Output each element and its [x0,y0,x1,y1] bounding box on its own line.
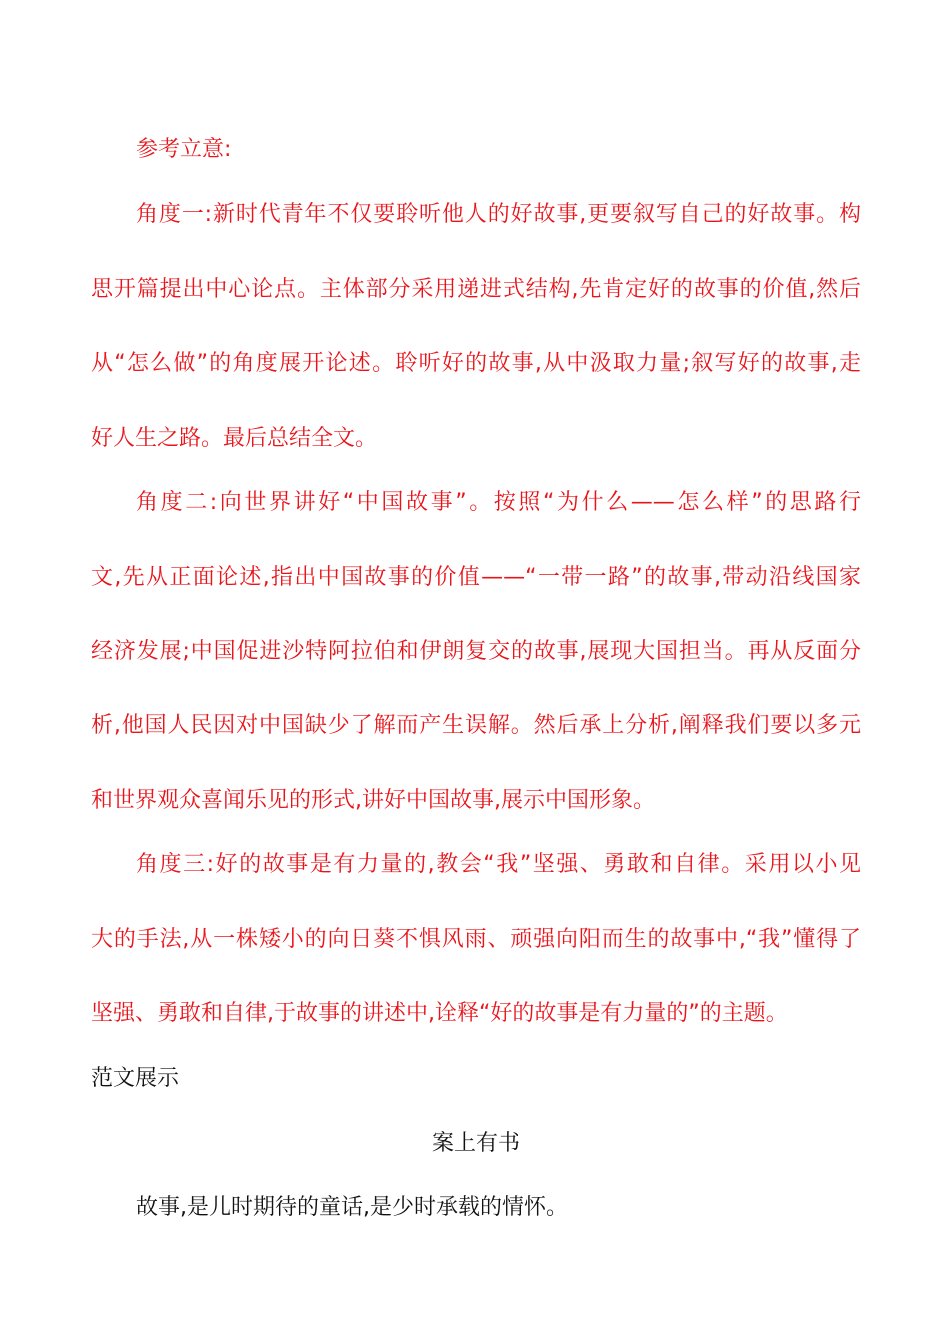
angle3-line-1: 角度三:好的故事是有力量的,教会“我”坚强、勇敢和自律。采用以小见 [136,852,861,877]
angle3-line-3: 坚强、勇敢和自律,于故事的讲述中,诠释“好的故事是有力量的”的主题。 [91,1001,788,1026]
angle1-line-2: 思开篇提出中心论点。主体部分采用递进式结构,先肯定好的故事的价值,然后 [91,277,861,302]
essay-first-line: 故事,是儿时期待的童话,是少时承载的情怀。 [136,1195,568,1220]
angle2-line-4: 析,他国人民因对中国缺少了解而产生误解。然后承上分析,阐释我们要以多元 [91,713,861,738]
angle2-line-3: 经济发展;中国促进沙特阿拉伯和伊朗复交的故事,展现大国担当。再从反面分 [91,639,861,664]
angle1-line-1: 角度一:新时代青年不仅要聆听他人的好故事,更要叙写自己的好故事。构 [136,202,861,227]
angle1-line-4: 好人生之路。最后总结全文。 [91,426,378,451]
angle2-line-5: 和世界观众喜闻乐见的形式,讲好中国故事,展示中国形象。 [91,788,655,813]
angle2-line-2: 文,先从正面论述,指出中国故事的价值——“一带一路”的故事,带动沿线国家 [91,565,861,590]
angle2-line-1: 角度二:向世界讲好“中国故事”。按照“为什么——怎么样”的思路行 [136,490,861,515]
angle3-line-2: 大的手法,从一株矮小的向日葵不惧风雨、顽强向阳而生的故事中,“我”懂得了 [91,927,861,952]
reference-heading: 参考立意: [136,137,232,162]
essay-title: 案上有书 [431,1131,520,1156]
angle1-line-3: 从“怎么做”的角度展开论述。聆听好的故事,从中汲取力量;叙写好的故事,走 [91,351,861,376]
sample-essay-heading: 范文展示 [91,1066,180,1091]
